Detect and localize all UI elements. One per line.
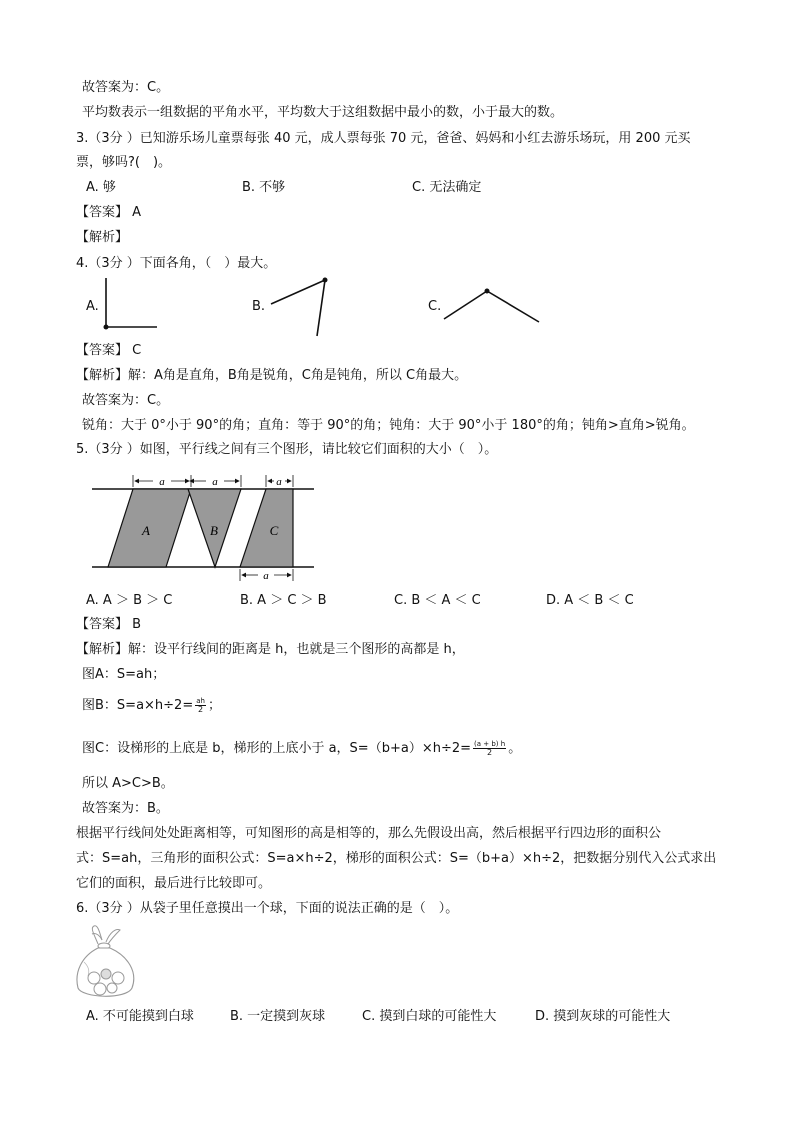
- q5-option-b: B. A ＞ C ＞ B: [240, 593, 327, 608]
- q5-conclusion: 故答案为：B。: [82, 801, 169, 816]
- q3-analysis: 【解析】: [76, 230, 129, 245]
- q6-option-b: B. 一定摸到灰球: [230, 1009, 326, 1024]
- q5-fig-a-formula: 图A：S=ah；: [82, 667, 166, 682]
- svg-text:a: a: [276, 476, 282, 488]
- shape-a-label: A: [142, 523, 150, 538]
- q4-analysis: 【解析】解：A角是直角，B角是锐角，C角是钝角，所以 C角最大。: [76, 368, 468, 383]
- svg-text:a: a: [159, 476, 165, 488]
- q3-stem-cont: 票，够吗?( )。: [76, 155, 172, 170]
- q4-stem: 4.（3分 ）下面各角，（ ）最大。: [76, 256, 277, 271]
- q4-label-a: A.: [86, 299, 99, 314]
- q5-explanation-2: 式：S=ah，三角形的面积公式：S=a×h÷2，梯形的面积公式：S=（b+a）×h÷2，把数据分别代入公式求出: [76, 851, 717, 866]
- q5-answer: 【答案】 B: [76, 617, 142, 632]
- q5-option-a: A. A ＞ B ＞ C: [86, 593, 173, 608]
- q5-explanation-1: 根据平行线间处处距离相等，可知图形的高是相等的，那么先假设出高，然后根据平行四边形的面积公: [76, 826, 662, 841]
- q6-option-c: C. 摸到白球的可能性大: [362, 1009, 497, 1024]
- shape-c-label: C: [269, 523, 279, 538]
- q5-fig-b-formula: 图B：S=a×h÷2= $\frac{ah}{2}$ ；: [82, 697, 221, 714]
- fig-c-fraction: $\frac{(a + b) h}{2}$: [474, 740, 506, 757]
- shape-c-trapezoid: [240, 489, 293, 567]
- q3-answer: 【答案】 A: [76, 205, 142, 220]
- note-line: 平均数表示一组数据的平角水平，平均数大于这组数据中最小的数，小于最大的数。: [82, 105, 564, 120]
- svg-text:a: a: [212, 476, 218, 488]
- q4-note: 锐角：大于 0°小于 90°的角；直角：等于 90°的角；钝角：大于 90°小于 180°的角；钝角>直角>锐角。: [82, 418, 695, 433]
- q4-label-b: B.: [252, 299, 266, 314]
- bag-of-balls-icon: [72, 922, 142, 1002]
- dim-a-bottom: [240, 569, 293, 582]
- q3-option-b: B. 不够: [242, 180, 286, 195]
- q5-stem: 5.（3分 ）如图，平行线之间有三个图形，请比较它们面积的大小（ ）。: [76, 442, 498, 457]
- fig-b-text: 图B：S=a×h÷2=: [82, 698, 194, 713]
- dim-a-3: [266, 475, 293, 488]
- q5-so: 所以 A>C>B。: [82, 776, 174, 791]
- q5-analysis: 【解析】解：设平行线间的距离是 h，也就是三个图形的高都是 h，: [76, 642, 465, 657]
- q6-option-a: A. 不可能摸到白球: [86, 1009, 194, 1024]
- q5-fig-c-formula: 图C：设梯形的上底是 b，梯形的上底小于 a，S=（b+a）×h÷2= $\frac{(a + b) h}{2}$ 。: [82, 740, 522, 757]
- shape-b-label: B: [210, 523, 218, 538]
- right-angle-a: [104, 278, 158, 330]
- answer-line: 故答案为：C。: [82, 80, 170, 95]
- q6-option-d: D. 摸到灰球的可能性大: [535, 1009, 671, 1024]
- q4-answer: 【答案】 C: [76, 343, 142, 358]
- q5-option-c: C. B ＜ A ＜ C: [394, 593, 481, 608]
- q5-option-d: D. A ＜ B ＜ C: [546, 593, 634, 608]
- q3-option-c: C. 无法确定: [412, 180, 482, 195]
- dim-a-1: [133, 475, 191, 488]
- svg-text:a: a: [263, 570, 269, 582]
- q3-option-a: A. 够: [86, 180, 116, 195]
- q5-parallel-lines-figure: [88, 463, 328, 585]
- q4-label-c: C.: [428, 299, 442, 314]
- q4-angle-figures: [0, 272, 794, 342]
- q5-explanation-3: 它们的面积，最后进行比较即可。: [76, 876, 272, 891]
- acute-angle-b: [271, 278, 328, 337]
- fig-b-fraction: $\frac{ah}{2}$: [196, 697, 205, 714]
- q3-stem: 3.（3分 ）已知游乐场儿童票每张 40 元，成人票每张 70 元，爸爸、妈妈和小红去游乐场玩，用 200 元买: [76, 131, 691, 146]
- q4-conclusion: 故答案为：C。: [82, 393, 170, 408]
- obtuse-angle-c: [444, 289, 539, 323]
- dim-a-2: [190, 475, 241, 488]
- fig-c-text: 图C：设梯形的上底是 b，梯形的上底小于 a，S=（b+a）×h÷2=: [82, 741, 472, 756]
- q6-stem: 6.（3分 ）从袋子里任意摸出一个球，下面的说法正确的是（ ）。: [76, 901, 459, 916]
